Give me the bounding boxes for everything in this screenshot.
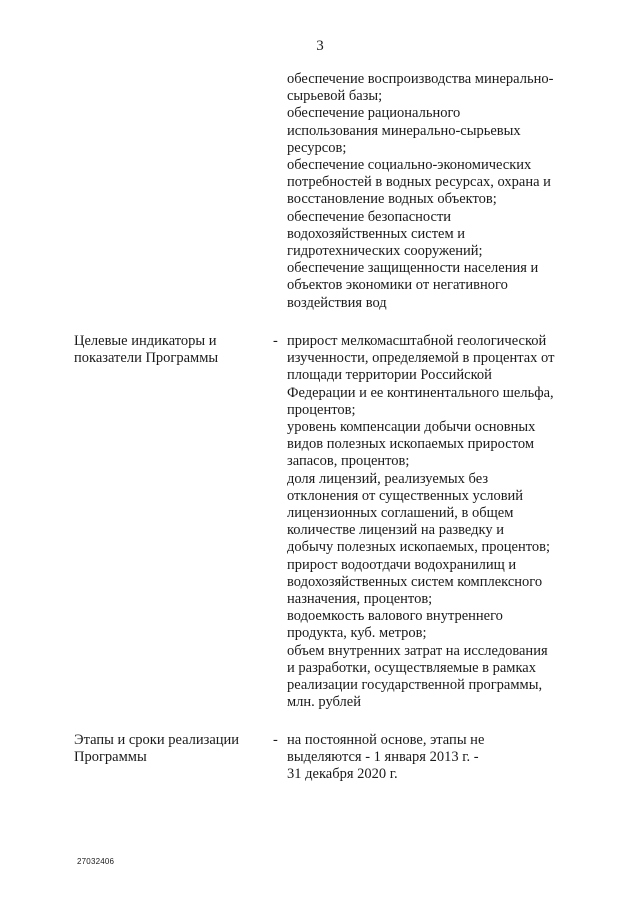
page-number: 3 (316, 38, 324, 54)
text-line: водохозяйственных систем и (287, 225, 466, 242)
text-line: уровень компенсации добычи основных (287, 419, 536, 436)
text-line: ресурсов; (287, 139, 347, 156)
continuation-text (287, 71, 587, 312)
text-line: площади территории Российской (287, 367, 492, 384)
text-line: прирост мелкомасштабной геологической (287, 333, 547, 349)
text-line: обеспечение социально-экономических (287, 157, 532, 174)
text-line: млн. рублей (287, 694, 361, 711)
document-code: 27032406 (77, 857, 115, 866)
text-line: обеспечение рационального (287, 105, 461, 122)
text-line: воздействия вод (287, 294, 387, 311)
text-line: обеспечение защищенности населения и (287, 260, 539, 277)
text-line: изученности, определяемой в процентах от (287, 350, 555, 367)
text-line: потребностей в водных ресурсах, охрана и (287, 174, 551, 191)
text-line: прирост водоотдачи водохранилищ и (287, 556, 517, 573)
text-line: использования минерально-сырьевых (287, 122, 521, 139)
indicators-value (287, 333, 587, 711)
label-line: Программы (74, 749, 147, 765)
stages-value (287, 732, 587, 784)
text-line: количестве лицензий на разведку и (287, 522, 504, 539)
text-line: водоемкость валового внутреннего (287, 608, 503, 625)
label-line: Этапы и сроки реализации (74, 732, 240, 748)
text-line: добычу полезных ископаемых, процентов; (287, 539, 550, 556)
text-line: объектов экономики от негативного (287, 277, 508, 294)
stages-label (74, 732, 274, 766)
text-line: восстановление водных объектов; (287, 191, 497, 208)
text-line: на постоянной основе, этапы не (287, 732, 485, 748)
text-line: запасов, процентов; (287, 453, 410, 470)
text-line: отклонения от существенных условий (287, 487, 524, 504)
text-line: и разработки, осуществляемые в рамках (287, 659, 536, 676)
text-line: обеспечение воспроизводства минерально- (287, 71, 554, 87)
label-line: Целевые индикаторы и (74, 333, 217, 349)
text-line: 31 декабря 2020 г. (287, 766, 398, 783)
label-line: показатели Программы (74, 350, 219, 366)
text-line: лицензионных соглашений, в общем (287, 505, 514, 522)
text-line: обеспечение безопасности (287, 208, 452, 225)
text-line: видов полезных ископаемых приростом (287, 436, 535, 453)
text-line: процентов; (287, 401, 356, 418)
text-line: назначения, процентов; (287, 591, 433, 608)
text-line: водохозяйственных систем комплексного (287, 573, 543, 590)
separator-dash: - (273, 333, 278, 349)
text-line: реализации государственной программы, (287, 677, 543, 694)
text-line: выделяются - 1 января 2013 г. - (287, 749, 479, 766)
separator-dash: - (273, 732, 278, 748)
text-line: объем внутренних затрат на исследования (287, 642, 548, 659)
text-line: продукта, куб. метров; (287, 625, 427, 642)
text-line: сырьевой базы; (287, 88, 383, 105)
text-line: Федерации и ее континентального шельфа, (287, 384, 554, 401)
text-line: доля лицензий, реализуемых без (287, 470, 489, 487)
indicators-label (74, 333, 274, 367)
text-line: гидротехнических сооружений; (287, 243, 483, 260)
